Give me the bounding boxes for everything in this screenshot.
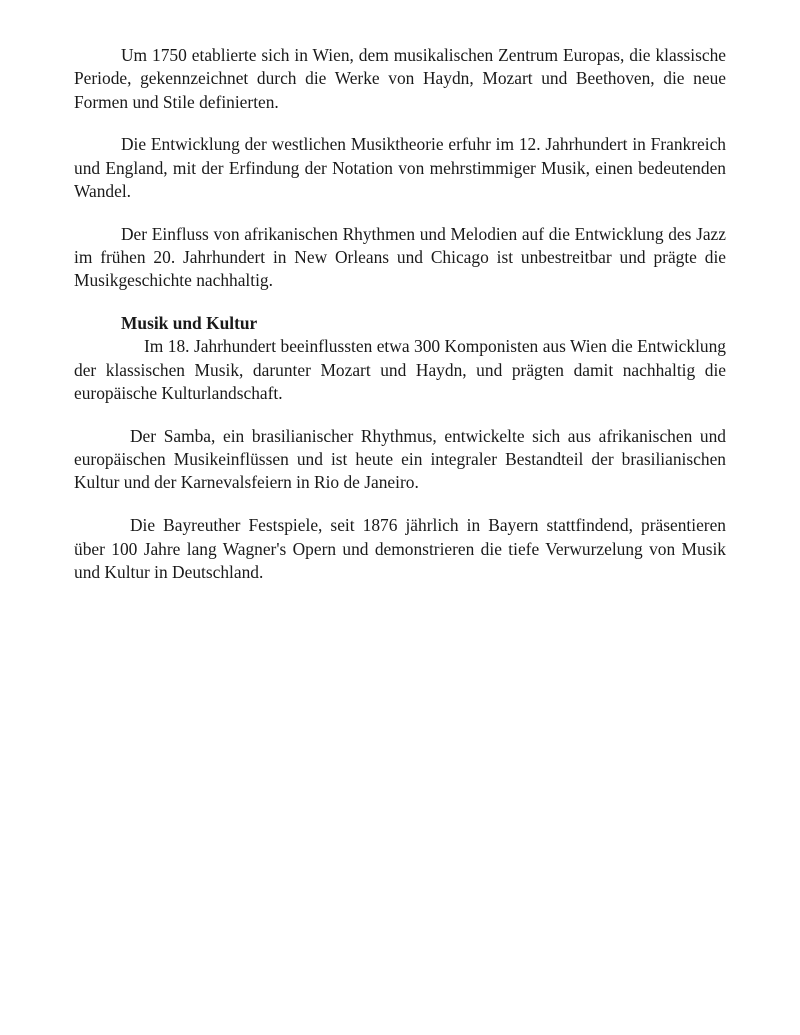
paragraph-music-theory: Die Entwicklung der westlichen Musiktheorie erfuhr im 12. Jahrhundert in Frankreich und England, mit der Erfindung der Notation von mehrstimmiger Musik, einen bedeutenden Wandel. <box>74 134 726 201</box>
section-heading: Musik und Kultur <box>121 313 258 334</box>
paragraph-bayreuth: Die Bayreuther Festspiele, seit 1876 jährlich in Bayern stattfindend, präsentieren über 100 Jahre lang Wagner's Opern und demonstrieren die tiefe Verwurzelung von Musik und Kultur in Deutschland. <box>74 515 726 582</box>
paragraph-samba: Der Samba, ein brasilianischer Rhythmus, entwickelte sich aus afrikanischen und europäischen Musikeinflüssen und ist heute ein integraler Bestandteil der brasilianischen Kultur und der Karnevalsfeiern in Rio de Janeiro. <box>74 425 726 493</box>
paragraph-jazz-influence: Der Einfluss von afrikanischen Rhythmen und Melodien auf die Entwicklung des Jazz im frühen 20. Jahrhundert in New Orleans und Chicago ist unbestreitbar und prägte die Musikgeschichte nachhaltig. <box>74 223 726 291</box>
paragraph-classical-period: Um 1750 etablierte sich in Wien, dem musikalischen Zentrum Europas, die klassische Periode, gekennzeichnet durch die Werke von Haydn, Mozart und Beethoven, die neue Formen und Stile definierten. <box>74 45 726 112</box>
paragraph-vienna-composers: Im 18. Jahrhundert beeinflussten etwa 300 Komponisten aus Wien die Entwicklung der klassischen Musik, darunter Mozart und Haydn, und prägten damit nachhaltig die europäische Kulturlandschaft. <box>74 336 726 404</box>
document-page <box>74 44 726 604</box>
